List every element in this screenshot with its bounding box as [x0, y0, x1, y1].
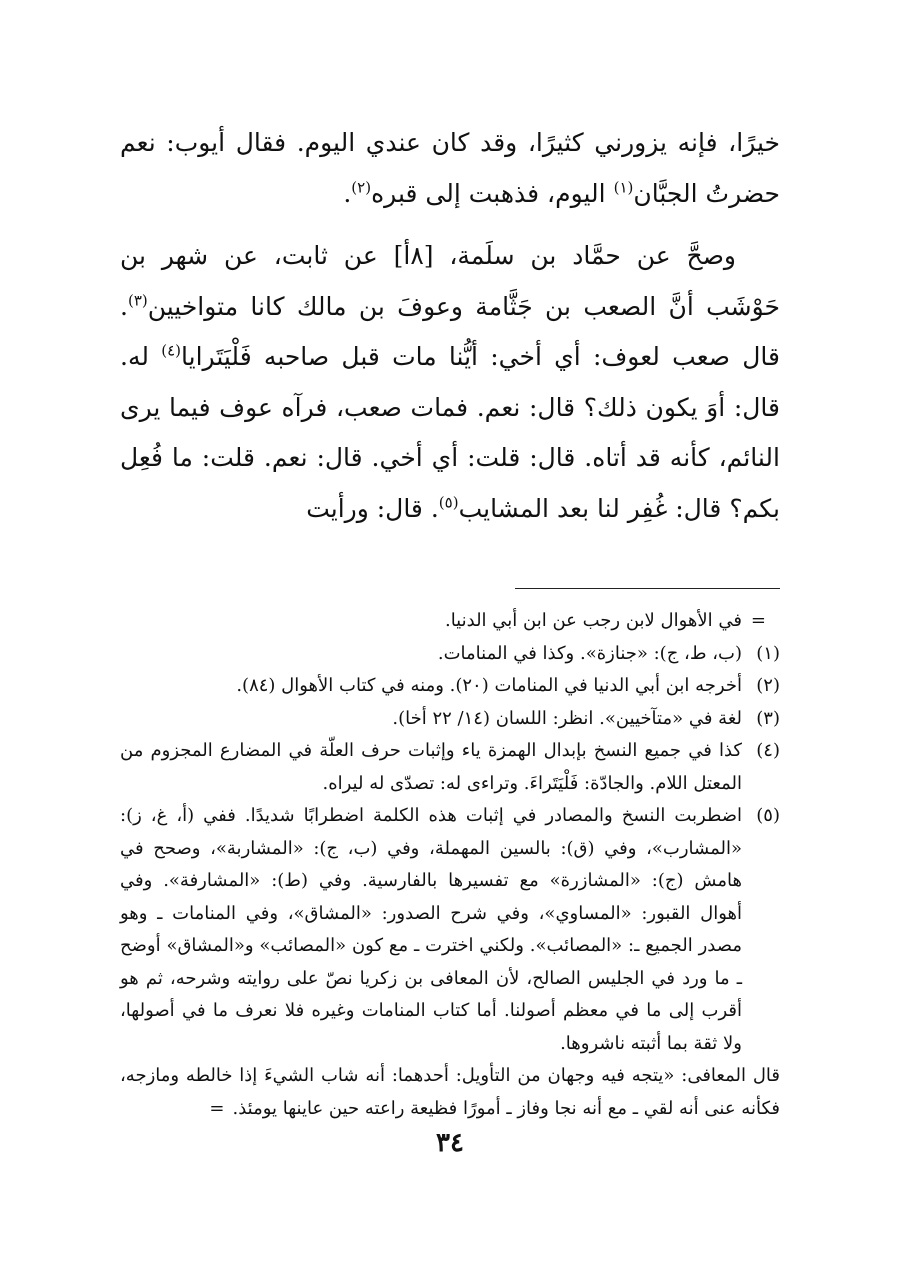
footnote-continuation	[120, 605, 780, 638]
main-paragraph-2	[120, 231, 780, 534]
footnote-text: (ب، ط، ج): «جنازة». وكذا في المنامات.	[437, 642, 742, 664]
text-run: . قال: ورأيت	[306, 493, 439, 523]
footnote-ref-3: (٣)	[127, 291, 148, 310]
footnote-text: كذا في جميع النسخ بإبدال الهمزة ياء وإثبات حرف العلّة في المضارع المجزوم من المعتل اللام. والجادّة: فَلْيَتَراءَ. وتراءى له: تصدّى له ليراه.	[120, 740, 742, 794]
footnote-closing	[120, 1060, 780, 1125]
text-run: وصحَّ عن حمَّاد بن سلَمة، [٨أ] عن ثابت، عن شهر بن حَوْشَب أنَّ الصعب بن جَثَّامة وعوفَ بن مالك كانا متواخيين	[120, 241, 780, 321]
footnote-2	[120, 670, 780, 703]
footnote-3	[120, 703, 780, 736]
continuation-mark: =	[209, 1097, 225, 1119]
footnote-text: قال المعافى: «يتجه فيه وجهان من التأويل: أحدهما: أنه شاب الشيءَ إذا خالطه ومازجه، فكأنه عنى أنه لقي ـ مع أنه نجا وفاز ـ أمورًا فظيعة راعته حين عاينها يومئذ.	[120, 1065, 780, 1119]
footnote-1	[120, 638, 780, 671]
text-run: .	[343, 178, 352, 208]
footnote-number: (٢)	[756, 675, 780, 696]
footnote-divider	[515, 588, 780, 589]
text-run: له. قال: أوَ يكون ذلك؟ قال: نعم. فمات صعب، فرآه عوف فيما يرى النائم، كأنه قد أتاه. قال: قلت: أي أخي. قال: نعم. قلت: ما فُعِل بكم؟ قال: غُفِر لنا بعد المشايب	[120, 342, 780, 523]
footnote-number: (٥)	[756, 805, 780, 826]
footnotes	[120, 605, 780, 1125]
footnote-text: اضطربت النسخ والمصادر في إثبات هذه الكلمة اضطرابًا شديدًا. ففي (أ، غ، ز): «المشارب»، وفي (ق): بالسين المهملة، وفي (ب، ج): «المشاربة»، وصحح في هامش (ج): «المشازرة» مع تفسيرها بالفارسية. وفي (ط): «المشارفة». وفي أهوال القبور: «المساوي»، وفي شرح الصدور: «المشاق»، وفي المنامات ـ وهو مصدر الجميع ـ: «المصائب». ولكني اخترت ـ مع كون «المصائب» و«المشاق» أوضح ـ ما ورد في الجليس الصالح، لأن المعافى بن زكريا نصّ على روايته وشرحه، ثم هو أقرب إلى ما في معظم أصولنا. أما كتاب المنامات وغيره فلا نعرف ما في أصولها، ولا ثقة بما أثبته ناشروها.	[120, 805, 742, 1054]
main-paragraph-1	[120, 118, 780, 219]
text-run: . قال صعب لعوف: أي أخي: أيُّنا مات قبل صاحبه فَلْيَتَرايا	[120, 291, 780, 371]
footnote-text: لغة في «متآخيين». انظر: اللسان (١٤/ ٢٢ أخا).	[392, 707, 742, 729]
footnote-ref-4: (٤)	[161, 341, 182, 360]
main-text	[120, 118, 780, 534]
page-number: ٣٤	[436, 1128, 464, 1158]
footnote-text: أخرجه ابن أبي الدنيا في المنامات (٢٠). ومنه في كتاب الأهوال (٨٤).	[236, 675, 742, 696]
text-run: خيرًا، فإنه يزورني كثيرًا، وقد كان عندي اليوم. فقال أيوب: نعم حضرتُ الجبَّان	[120, 128, 780, 208]
text-run: اليوم، فذهبت إلى قبره	[371, 178, 614, 208]
footnote-number: (١)	[756, 642, 780, 664]
footnote-5	[120, 800, 780, 1060]
footnote-number: (٣)	[756, 707, 780, 729]
footnote-ref-5: (٥)	[438, 493, 459, 512]
continuation-mark: =	[750, 610, 766, 631]
footnote-text: في الأهوال لابن رجب عن ابن أبي الدنيا.	[444, 610, 742, 631]
footnote-number: (٤)	[756, 740, 780, 761]
footnote-4	[120, 735, 780, 800]
footnote-ref-2: (٢)	[351, 178, 372, 197]
footnote-ref-1: (١)	[613, 178, 634, 197]
